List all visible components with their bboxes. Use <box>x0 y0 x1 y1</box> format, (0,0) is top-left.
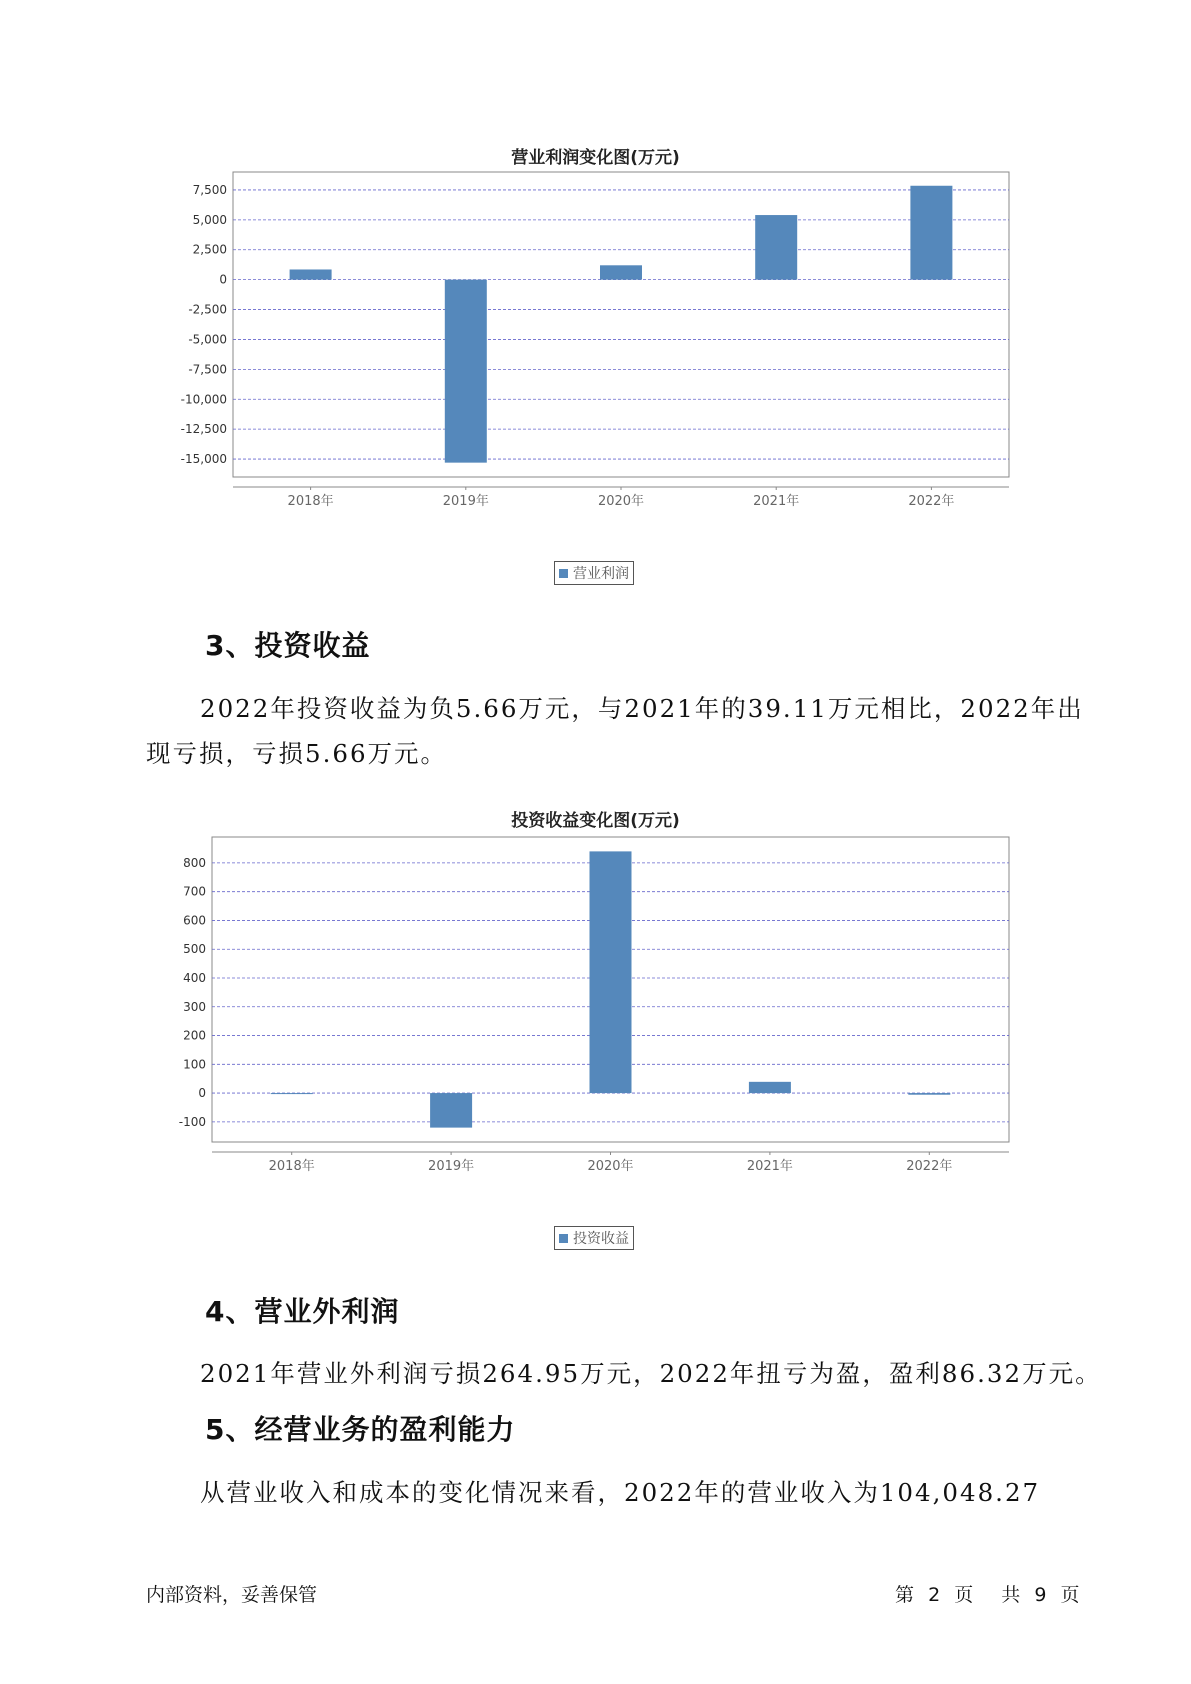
bar-2018年 <box>290 269 332 279</box>
legend-swatch-icon <box>559 569 568 578</box>
page-label-prefix: 第 <box>895 1584 915 1606</box>
bar-2021年 <box>755 215 797 280</box>
x-tick-label: 2020年 <box>587 1159 634 1174</box>
page-label-suffix: 页 <box>1060 1584 1080 1606</box>
operating-profit-chart <box>0 170 1191 550</box>
y-tick-label: 600 <box>183 913 206 928</box>
y-tick-label: 800 <box>183 855 206 870</box>
section4-paragraph-line1: 2021年营业外利润亏损264.95万元，2022年扭亏为盈，盈利86.32万元。 <box>200 1359 1102 1388</box>
section5-paragraph-line1: 从营业收入和成本的变化情况来看，2022年的营业收入为104,048.27 <box>200 1478 1041 1507</box>
x-tick-label: 2018年 <box>287 494 334 509</box>
y-tick-label: -12,500 <box>180 422 227 437</box>
page-total: 9 <box>1034 1584 1047 1606</box>
bar-2018年 <box>271 1093 313 1094</box>
page-label-mid: 页 <box>954 1584 974 1606</box>
y-tick-label: 0 <box>219 272 227 287</box>
y-tick-label: -2,500 <box>188 302 227 317</box>
bar-2020年 <box>590 851 632 1093</box>
bar-2019年 <box>430 1093 472 1128</box>
chart1-legend <box>554 561 634 585</box>
x-tick-label: 2019年 <box>442 494 489 509</box>
page-label-total-prefix: 共 <box>1001 1584 1021 1606</box>
y-tick-label: 7,500 <box>192 182 227 197</box>
y-tick-label: 200 <box>183 1028 206 1043</box>
x-tick-label: 2020年 <box>597 494 645 509</box>
y-tick-label: 300 <box>183 999 206 1014</box>
x-tick-label: 2019年 <box>428 1159 475 1174</box>
y-tick-label: -10,000 <box>180 392 227 407</box>
section5-heading: 5、经营业务的盈利能力 <box>205 1413 516 1446</box>
y-tick-label: -15,000 <box>180 452 227 467</box>
footer-page-number <box>895 1580 1079 1607</box>
bar-2021年 <box>749 1082 791 1093</box>
y-tick-label: -5,000 <box>188 332 227 347</box>
y-tick-label: 500 <box>183 942 206 957</box>
bar-2019年 <box>445 280 487 463</box>
y-tick-label: 5,000 <box>192 212 227 227</box>
x-tick-label: 2021年 <box>753 494 800 509</box>
x-tick-label: 2018年 <box>268 1159 315 1174</box>
chart2-legend-label: 投资收益 <box>573 1231 629 1247</box>
y-tick-label: 700 <box>183 884 206 899</box>
bar-2022年 <box>910 186 952 280</box>
y-tick-label: 400 <box>183 970 206 985</box>
y-tick-label: -100 <box>178 1114 206 1129</box>
chart2-legend <box>554 1226 634 1250</box>
chart2-title: 投资收益变化图(万元) <box>511 811 680 831</box>
x-tick-label: 2022年 <box>906 1159 953 1174</box>
x-tick-label: 2021年 <box>746 1159 793 1174</box>
y-tick-label: 100 <box>183 1057 206 1072</box>
y-tick-label: -7,500 <box>188 362 227 377</box>
bar-2020年 <box>600 265 642 279</box>
section3-paragraph-line1: 2022年投资收益为负5.66万元，与2021年的39.11万元相比，2022年出 <box>200 694 1084 723</box>
y-tick-label: 0 <box>198 1086 206 1101</box>
plot-frame <box>233 172 1009 477</box>
section3-heading: 3、投资收益 <box>205 629 371 662</box>
section4-heading: 4、营业外利润 <box>205 1295 400 1328</box>
investment-income-chart <box>0 835 1191 1215</box>
bar-2022年 <box>908 1093 950 1095</box>
x-tick-label: 2022年 <box>908 494 955 509</box>
chart1-title: 营业利润变化图(万元) <box>511 148 680 168</box>
page-current: 2 <box>928 1584 941 1606</box>
footer-confidential-note: 内部资料，妥善保管 <box>146 1584 318 1606</box>
section3-paragraph-line2: 现亏损，亏损5.66万元。 <box>146 739 448 768</box>
y-tick-label: 2,500 <box>192 242 227 257</box>
chart1-legend-label: 营业利润 <box>573 566 629 582</box>
legend-swatch-icon <box>559 1234 568 1243</box>
